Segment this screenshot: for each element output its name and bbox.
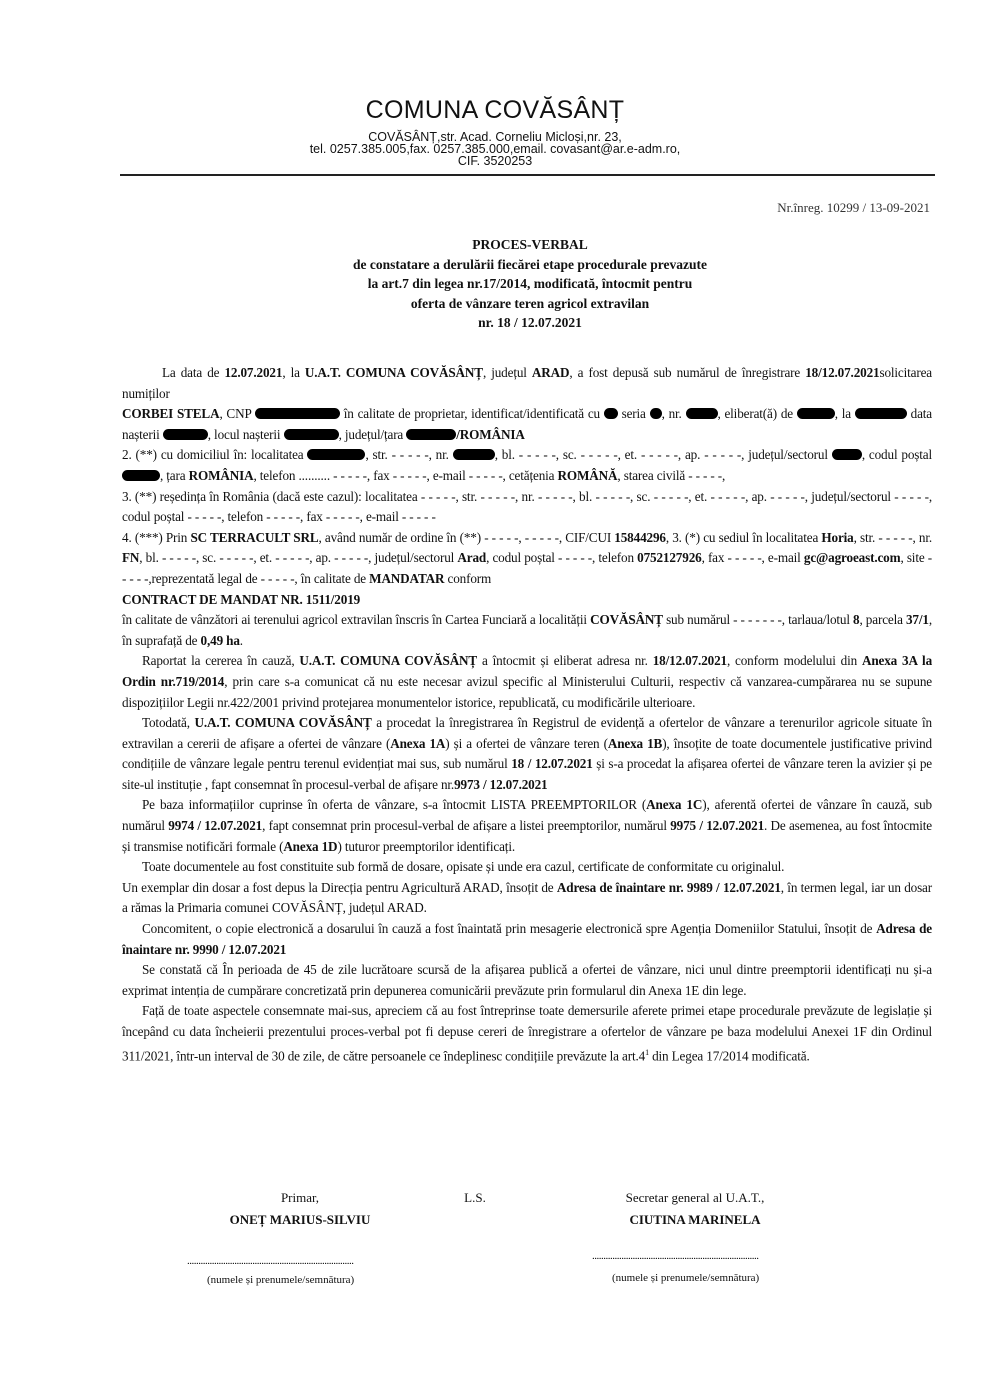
text-run: data nașterii [122,406,932,442]
bold-text: U.A.T. COMUNA COVĂSÂNȚ [194,715,372,731]
text-run: , județul [482,365,532,380]
redaction-mark [406,429,456,440]
bold-text: 18/12.07.2021 [652,653,727,669]
secretary-name: CIUTINA MARINELA [629,1212,761,1227]
bold-text: 12.07.2021 [224,365,283,380]
text-run: , nr. [661,406,686,422]
redaction-mark [284,429,339,440]
bold-text: ROMÂNĂ [557,467,618,483]
paragraph [122,528,932,590]
text-run: , conform modelului din [726,653,862,669]
text-run: ), însoțite de toate documentele justificative privind condițiile de vânzare legale pentru terenul evidențiat mai sus, sub numărul [122,735,932,772]
bold-text: Anexa 3A la Ordin nr.719/2014 [122,653,933,689]
paragraph [122,919,932,960]
bold-text: Arad [457,550,487,566]
text-run: , eliberat(ă) de [717,406,797,422]
document-title [0,235,990,333]
address-line: COVĂSÂNȚ,str. Acad. Corneliu Micloși,nr. 23, [368,130,622,144]
municipality-title: COMUNA COVĂSÂNȚ [365,96,625,124]
bold-text: Adresa de înaintare nr. 9989 / 12.07.2021 [556,879,781,895]
bold-text: Horia [821,529,854,545]
bold-text: 9974 / 12.07.2021 [168,818,263,834]
bold-text: COVĂSÂNȚ [590,612,663,628]
redaction-mark [855,408,907,419]
redaction-mark [650,408,662,419]
text-run: 3. (**) reședința în România (dacă este cazul): localitatea - - - - -, str. - - - - -, nr. - - - - -, bl. - - - - -, sc. - - - - -, et. - - - - -, ap. - - - - -, județul/sectorul - - - - -, codul poștal - - - - -, telefon - - - - -, fax - - - - -, e-mail - - - - - [122,488,932,525]
document-body [122,363,932,1067]
bold-text: 37/1 [905,612,929,628]
secretary-signature-line: .......................................................................... [592,1250,759,1262]
text-run: din Legea 17/2014 modificată. [648,1047,810,1063]
bold-text: 8 [853,612,860,628]
text-run: solicitarea numiților [122,365,933,401]
text-run: 2. (**) cu domiciliul în: localitatea [122,447,308,463]
text-run: sub numărul - - - - - - -, tarlaua/lotul [662,612,854,628]
text-run: Față de toate aspectele consemnate mai-sus, apreciem că au fost întreprinse toate demersurile aferete primei etape procedurale prevăzute de legislație și începând cu data încheierii prezentului proces-verbal pot fi depuse cereri de înregistrare a ofertelor de vânzare pe baza modelului Anexei 1F din Ordinul 311/2021, într-un interval de 30 de zile, de către persoanele ce îndeplinesc condițiile prevăzute la art.4 [122,1003,932,1063]
text-run: , site - - - - -,reprezentată legal de - - - - -, în calitate de [122,550,932,586]
mayor-name: ONEȚ MARIUS-SILVIU [229,1212,371,1227]
paragraph [122,610,932,651]
paragraph [122,795,932,857]
text-run: în calitate de vânzători ai terenului agricol extravilan înscris în Cartea Funciară a localității [122,612,591,628]
mayor-role: Primar, [280,1190,320,1205]
secretary-signature-block [590,1187,800,1231]
text-run: și s-a procedat la afișarea ofertei de vânzare teren la avizier și pe site-ul instituție , fapt consemnat în procesul-verbal de afișare nr. [122,756,932,792]
bold-text: 18 / 12.07.2021 [511,756,593,772]
text-run: Se constată că În perioada de 45 de zile lucrătoare scursă de la afișarea publică a ofertei de vânzare, nici unul dintre preemptorii identificați nu și-a exprimat intenția de cumpărare concretizată prin depunerea comunicării prevăzute prin formularul din Anexa 1E din lege. [122,962,932,998]
bold-text: Anexa 1A [390,735,446,751]
text-run: Toate documentele au fost constituite sub formă de dosare, opisate și unde era cazul, certificate de conformitate cu originalul. [142,859,785,875]
text-run: , la [282,365,305,380]
paragraph [122,960,932,1001]
text-run: . [239,632,243,648]
bold-text: ROMÂNIA [188,467,254,483]
bold-text: ARAD [531,365,570,380]
text-run: , telefon .......... - - - - -, fax - - - - -, e-mail - - - - -, cetățenia [253,467,558,483]
text-run: , a fost depusă sub numărul de înregistrare [569,365,806,380]
title-line: nr. 18 / 12.07.2021 [478,315,582,330]
redaction-mark [163,429,208,440]
paragraph [122,363,932,404]
text-run: , parcela [859,612,906,628]
paragraph [122,878,932,919]
paragraph [122,651,932,713]
text-run: , str. - - - - -, nr. [365,447,453,463]
text-run: Un exemplar din dosar a fost depus la Direcția pentru Agricultură ARAD, însoțit de [122,879,557,895]
text-run: , având număr de ordine în (**) - - - - -, - - - - -, CIF/CUI [318,529,615,545]
text-run: , 3. (*) cu sediul în localitatea [665,529,822,545]
bold-text: 9975 / 12.07.2021 [670,818,765,834]
text-run: conform [444,570,492,586]
bold-text: 0,49 ha [200,632,240,648]
mayor-signature-block [210,1187,390,1231]
text-run: Totodată, [142,715,195,731]
redaction-mark [255,408,340,419]
text-run: , starea civilă - - - - -, [617,467,726,483]
bold-text: 0752127926 [637,550,702,566]
title-line: de constatare a derulării fiecărei etape procedurale prevazute [352,256,708,272]
paragraph [122,713,932,795]
municipality-address [0,131,990,167]
bold-text: CONTRACT DE MANDAT NR. 1511/2019 [122,591,361,607]
text-run: Pe baza informațiilor cuprinse în oferta de vânzare, s-a întocmit LISTA PREEMPTORILOR ( [142,797,647,813]
bold-text: U.A.T. COMUNA COVĂSÂNȚ [304,365,483,380]
text-run: , str. - - - - -, nr. [853,529,932,545]
text-run: , locul nașterii [207,426,284,442]
bold-text: 15844296 [614,529,666,545]
cif-line: CIF. 3520253 [457,154,533,168]
text-run: a întocmit și eliberat adresa nr. [477,653,653,669]
text-run: , codul poștal - - - - -, telefon [486,550,638,566]
seal-label [445,1187,505,1209]
secretary-signature-caption: (numele și prenumele/semnătura) [612,1272,760,1284]
paragraph [122,857,932,878]
title-line: PROCES-VERBAL [472,237,588,252]
redaction-mark [307,449,365,460]
text-run: La data de [162,365,225,380]
text-run: , la [834,406,855,422]
text-run: Raportat la cererea în cauză, [142,653,300,669]
header-divider [120,174,935,176]
paragraph [122,487,932,528]
text-run: , fapt consemnat prin procesul-verbal de afișare a listei preemptorilor, numărul [262,818,671,834]
text-run: ) și a ofertei de vânzare teren ( [445,735,608,751]
text-run: a procedat la înregistrarea în Registrul de evidență a ofertelor de vânzare a terenurilor agricole situate în extravilan a cererii de afișare a ofertei de vânzare ( [122,715,932,751]
superscript: 1 [645,1047,649,1057]
redaction-mark [797,408,835,419]
redaction-mark [453,449,495,460]
bold-text: gc@agroeast.com [803,550,901,566]
registration-number: Nr.înreg. 10299 / 13-09-2021 [777,200,930,215]
redaction-mark [832,449,862,460]
text-run: , bl. - - - - -, sc. - - - - -, et. - - - - -, ap. - - - - -, județul/sectorul [494,447,832,463]
bold-text: CORBEI STELA [122,406,220,422]
redaction-mark [686,408,718,419]
paragraph [122,404,932,445]
text-run: , codul poștal [861,447,932,463]
title-line: la art.7 din legea nr.17/2014, modificată, întocmit pentru [367,276,693,291]
text-run: , prin care s-a comunicat că nu este necesar avizul specific al Ministerului Culturii, respectiv că vanzarea-cumpărarea nu se supune dispozițiilor Legii nr.422/2001 privind protejarea monumentelor istorice, republicată, cu modificările ulterioare. [122,673,932,710]
bold-text: FN [122,550,140,566]
text-run: , fax - - - - -, e-mail [701,550,804,566]
text-run: Concomitent, o copie electronică a dosarului în cauză a fost înaintată prin mesagerie electronică spre Agenția Domeniilor Statului, însoțit de [142,921,877,937]
paragraph [122,590,932,611]
bold-text: Anexa 1D [283,838,338,854]
paragraph [122,1001,932,1066]
text-run: , țara [160,467,189,483]
text-run: . De asemenea, au fost întocmite și transmise notificări formale ( [122,818,932,854]
redaction-mark [604,408,618,419]
bold-text: Anexa 1C [646,797,703,813]
text-run: , bl. - - - - -, sc. - - - - -, et. - - - - -, ap. - - - - -, județul/sectorul [139,550,458,566]
mayor-signature-caption: (numele și prenumele/semnătura) [207,1274,355,1286]
bold-text: U.A.T. COMUNA COVĂSÂNȚ [299,653,478,669]
bold-text: 9973 / 12.07.2021 [454,776,548,792]
text-run: ) tuturor preemptorilor identificați. [337,838,515,854]
bold-text: 18/12.07.2021 [805,365,880,380]
text-run: , în suprafață de [122,612,932,648]
text-run: în calitate de proprietar, identificat/identificată cu [339,406,604,422]
bold-text: MANDATAR [369,570,445,586]
text-run: , județul/țara [338,426,407,442]
text-run: seria [617,406,650,422]
bold-text: SC TERRACULT SRL [190,529,319,545]
mayor-signature-line: .......................................................................... [187,1255,354,1267]
bold-text: /ROMÂNIA [456,426,525,442]
bold-text: Adresa de înaintare nr. 9990 / 12.07.2021 [122,921,932,957]
bold-text: Anexa 1B [607,735,663,751]
title-line: oferta de vânzare teren agricol extravilan [410,295,650,311]
secretary-role: Secretar general al U.A.T., [625,1190,765,1205]
contact-line: tel. 0257.385.005,fax. 0257.385.000,email. covasant@ar.e-adm.ro, [309,142,681,156]
seal-text: L.S. [464,1190,486,1205]
text-run: ), aferentă ofertei de vânzare în cauză, sub numărul [122,797,932,834]
paragraph [122,445,932,486]
redaction-mark [122,470,160,481]
text-run: , CNP [219,406,255,422]
text-run: , în termen legal, iar un dosar a rămas la Primaria comunei COVĂSÂNȚ, județul ARAD. [122,879,933,916]
text-run: 4. (***) Prin [122,529,191,545]
